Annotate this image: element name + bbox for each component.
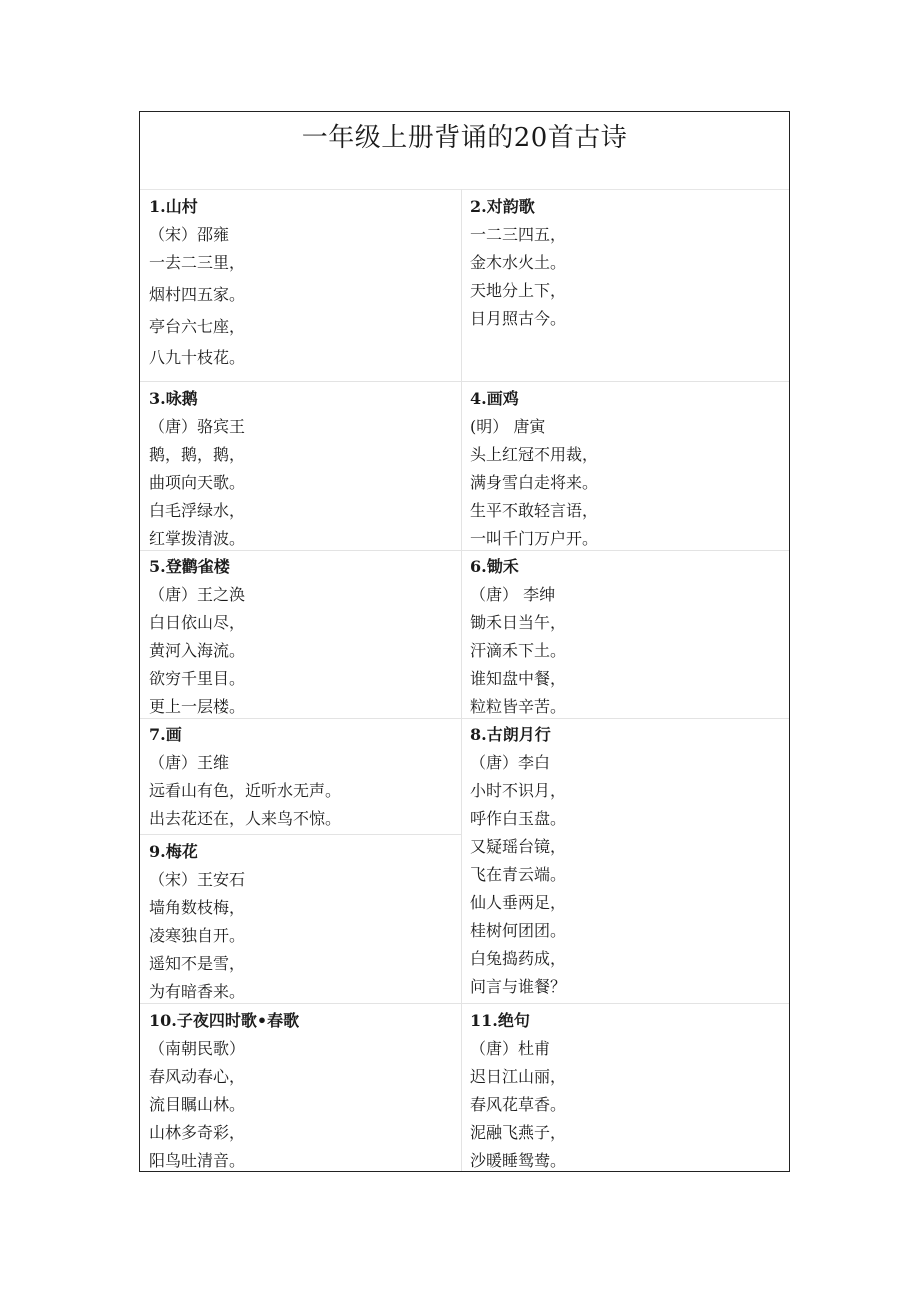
poem-title: 10.子夜四时歌•春歌 <box>149 1011 300 1030</box>
poem-line: 流目瞩山林。 <box>149 1095 246 1114</box>
poem-line: 问言与谁餐？ <box>470 977 567 996</box>
poem-line: 白日依山尽， <box>149 613 246 632</box>
poem-cell <box>461 193 789 333</box>
poem-line: 粒粒皆辛苦。 <box>470 697 567 716</box>
poem-line: 天地分上下， <box>470 281 567 300</box>
poem-line: 头上红冠不用裁， <box>470 445 599 464</box>
poem-title: 8.古朗月行 <box>470 725 551 744</box>
poem-line: 墙角数枝梅， <box>149 898 246 917</box>
row-divider <box>140 381 789 382</box>
poem-cell <box>461 553 789 721</box>
poem-line: 春风花草香。 <box>470 1095 567 1114</box>
poem-title: 7.画 <box>149 725 182 744</box>
poem-line: 桂树何团团。 <box>470 921 567 940</box>
title-row <box>140 112 789 190</box>
poem-title: 5.登鹳雀楼 <box>149 557 230 576</box>
page-title: 一年级上册背诵的20首古诗 <box>301 123 628 153</box>
poem-author: （唐）王之涣 <box>149 585 246 604</box>
poem-line: 飞在青云端。 <box>470 865 567 884</box>
poem-line: 鹅，鹅，鹅， <box>149 445 246 464</box>
poem-line: 凌寒独自开。 <box>149 926 246 945</box>
poem-cell <box>140 1007 461 1175</box>
poem-cell <box>140 553 461 721</box>
row-divider <box>140 834 461 835</box>
poem-line: 山林多奇彩， <box>149 1123 246 1142</box>
poem-line: 生平不敢轻言语， <box>470 501 599 520</box>
poem-cell <box>461 721 789 1001</box>
poem-author: （唐）骆宾王 <box>149 417 246 436</box>
poem-cell <box>461 385 789 553</box>
poem-cell <box>140 385 461 553</box>
poem-line: 更上一层楼。 <box>149 697 246 716</box>
poem-title: 2.对韵歌 <box>470 197 535 216</box>
poem-author: （唐） 李绅 <box>470 585 556 604</box>
poem-title: 3.咏鹅 <box>149 389 198 408</box>
poem-author: (明） 唐寅 <box>470 417 546 436</box>
poem-title: 9.梅花 <box>149 842 198 861</box>
poem-table <box>139 111 790 1172</box>
poem-title: 4.画鸡 <box>470 389 519 408</box>
poem-title: 11.绝句 <box>470 1011 530 1030</box>
poem-line: 欲穷千里目。 <box>149 669 246 688</box>
poem-author: （唐）王维 <box>149 753 230 772</box>
poem-line: 小时不识月， <box>470 781 567 800</box>
poem-line: 一二三四五， <box>470 225 567 244</box>
poem-line: 白兔捣药成， <box>470 949 567 968</box>
poem-line: 日月照古今。 <box>470 309 567 328</box>
poem-cell <box>140 838 461 1006</box>
poem-author: （宋）王安石 <box>149 870 246 889</box>
poem-line: 白毛浮绿水， <box>149 501 246 520</box>
poem-line: 出去花还在，人来鸟不惊。 <box>149 809 342 828</box>
poem-line: 曲项向天歌。 <box>149 473 246 492</box>
poem-line: 泥融飞燕子， <box>470 1123 567 1142</box>
poem-line: 春风动春心， <box>149 1067 246 1086</box>
poem-line: 遥知不是雪， <box>149 954 246 973</box>
poem-line: 谁知盘中餐， <box>470 669 567 688</box>
poem-line: 又疑瑶台镜， <box>470 837 567 856</box>
poem-author: （宋）邵雍 <box>149 225 230 244</box>
poem-line: 烟村四五家。 <box>149 285 246 304</box>
poem-line: 金木水火土。 <box>470 253 567 272</box>
poem-author: （唐）李白 <box>470 753 551 772</box>
poem-line: 满身雪白走将来。 <box>470 473 599 492</box>
poem-line: 锄禾日当午， <box>470 613 567 632</box>
poem-line: 一叫千门万户开。 <box>470 529 599 548</box>
poem-line: 沙暖睡鸳鸯。 <box>470 1151 567 1170</box>
poem-cell <box>140 721 461 833</box>
poem-line: 呼作白玉盘。 <box>470 809 567 828</box>
poem-line: 迟日江山丽， <box>470 1067 567 1086</box>
poem-line: 亭台六七座， <box>149 316 246 336</box>
poem-cell <box>140 193 461 374</box>
poem-line: 为有暗香来。 <box>149 982 246 1001</box>
poem-line: 八九十枝花。 <box>149 348 246 367</box>
poem-line: 汗滴禾下土。 <box>470 641 567 660</box>
poem-line: 阳鸟吐清音。 <box>149 1151 246 1170</box>
poem-author: （南朝民歌） <box>149 1039 246 1058</box>
poem-line: 黄河入海流。 <box>149 641 246 660</box>
poem-line: 一去二三里， <box>149 253 246 272</box>
poem-line: 仙人垂两足， <box>470 893 567 912</box>
poem-title: 6.锄禾 <box>470 557 519 576</box>
poem-cell <box>461 1007 789 1175</box>
poem-line: 红掌拨清波。 <box>149 529 246 548</box>
poem-line: 远看山有色，近听水无声。 <box>149 781 342 800</box>
poem-author: （唐）杜甫 <box>470 1039 551 1058</box>
poem-title: 1.山村 <box>149 197 198 216</box>
